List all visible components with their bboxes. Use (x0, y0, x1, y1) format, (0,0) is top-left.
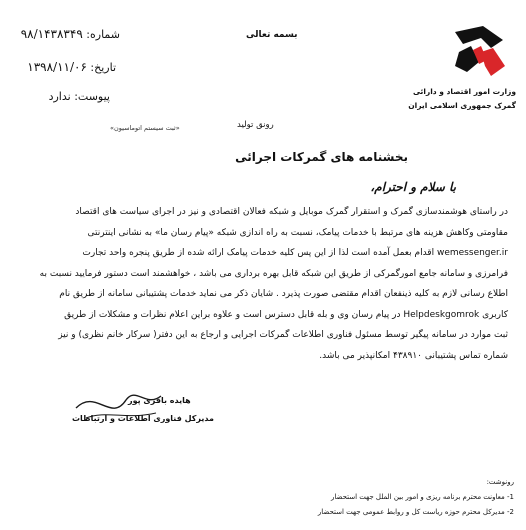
signer-title: مدیرکل فناوری اطلاعات و ارتباطات (72, 414, 214, 423)
cc-line: 2- مدیرکل محترم حوزه ریاست کل و روابط عمومی جهت استحضار (317, 508, 514, 516)
body-line: در راستای هوشمندسازی گمرک و استقرار گمرک موبایل و شبکه فعالان اقتصادی و نیز در اجرای سیاست های اقتصاد (75, 207, 508, 217)
body-line: ثبت موارد در سامانه پیگیر توسط مسئول فناوری اطلاعات گمرکات اجرایی و ارجاع به این دفتر( سرکار خانم نظری) و نیز (58, 330, 508, 340)
system-note: «ثبت سیستم اتوماسیون» (110, 124, 180, 132)
letter-number-value: ۹۸/۱۴۳۸۳۴۹ (20, 27, 83, 41)
letter-date-label: تاریخ: (90, 61, 116, 74)
body-line: کاربری Helpdeskgomrok در پیام رسان وی و بله قابل دسترس است و علاوه براین اعلام نظرات و مشکلات از طریق (64, 309, 508, 320)
organization-ministry: وزارت امور اقتصاد و دارائی (412, 87, 516, 96)
bismillah: بسمه تعالی (246, 30, 298, 40)
signer-name: هایده باقری پور (128, 396, 191, 405)
customs-logo (447, 22, 509, 80)
letter-number-label: شماره: (86, 28, 120, 41)
letter-date-row (27, 60, 116, 74)
letter-number-row (21, 27, 120, 41)
letter-attachment-label: پیوست: (74, 90, 110, 103)
letter-title: بخشنامه های گمرکات اجرائی (235, 150, 408, 164)
body-line: اطلاع رسانی لازم به کلیه ذینفعان اقدام مقتضی صورت پذیرد . شایان ذکر می نماید خدمات پشتیبانی سامانه از طریق نام (59, 289, 508, 299)
organization-customs: گمرک جمهوری اسلامی ایران (408, 101, 516, 110)
letter-attachment-row (49, 90, 110, 103)
letter-attachment-value: ندارد (48, 90, 71, 103)
cc-title: رونوشت: (486, 478, 514, 486)
handwritten-signature (66, 378, 176, 432)
salutation: با سلام و احترام، (370, 180, 456, 194)
cc-line: 1- معاونت محترم برنامه ریزی و امور بین الملل جهت استحضار (330, 493, 514, 501)
body-line: wemessenger.ir اقدام بعمل آمده است لذا از این پس کلیه خدمات پیامک ارائه شده از طریق پنجره واحد تجارت (82, 248, 508, 258)
body-line: فرامرزی و سامانه جامع امورگمرکی از طریق این شبکه قابل بهره برداری می باشد ، خواهشمند است دستور فرمایید نسبت به (39, 268, 508, 279)
letter-body (18, 202, 508, 366)
ronevesht-slogan: رونق تولید (237, 120, 274, 130)
letter-date-value: ۱۳۹۸/۱۱/۰۶ (27, 60, 87, 74)
body-line: مقاومتی وکاهش هزینه های مرتبط با خدمات پیامک، نسبت به راه اندازی شبکه «پیام رسان ما» به نشانی اینترنتی (87, 227, 508, 238)
body-line: شماره تماس پشتیبانی ۴۳۸۹۱۰ امکانپذیر می باشد. (319, 350, 508, 361)
